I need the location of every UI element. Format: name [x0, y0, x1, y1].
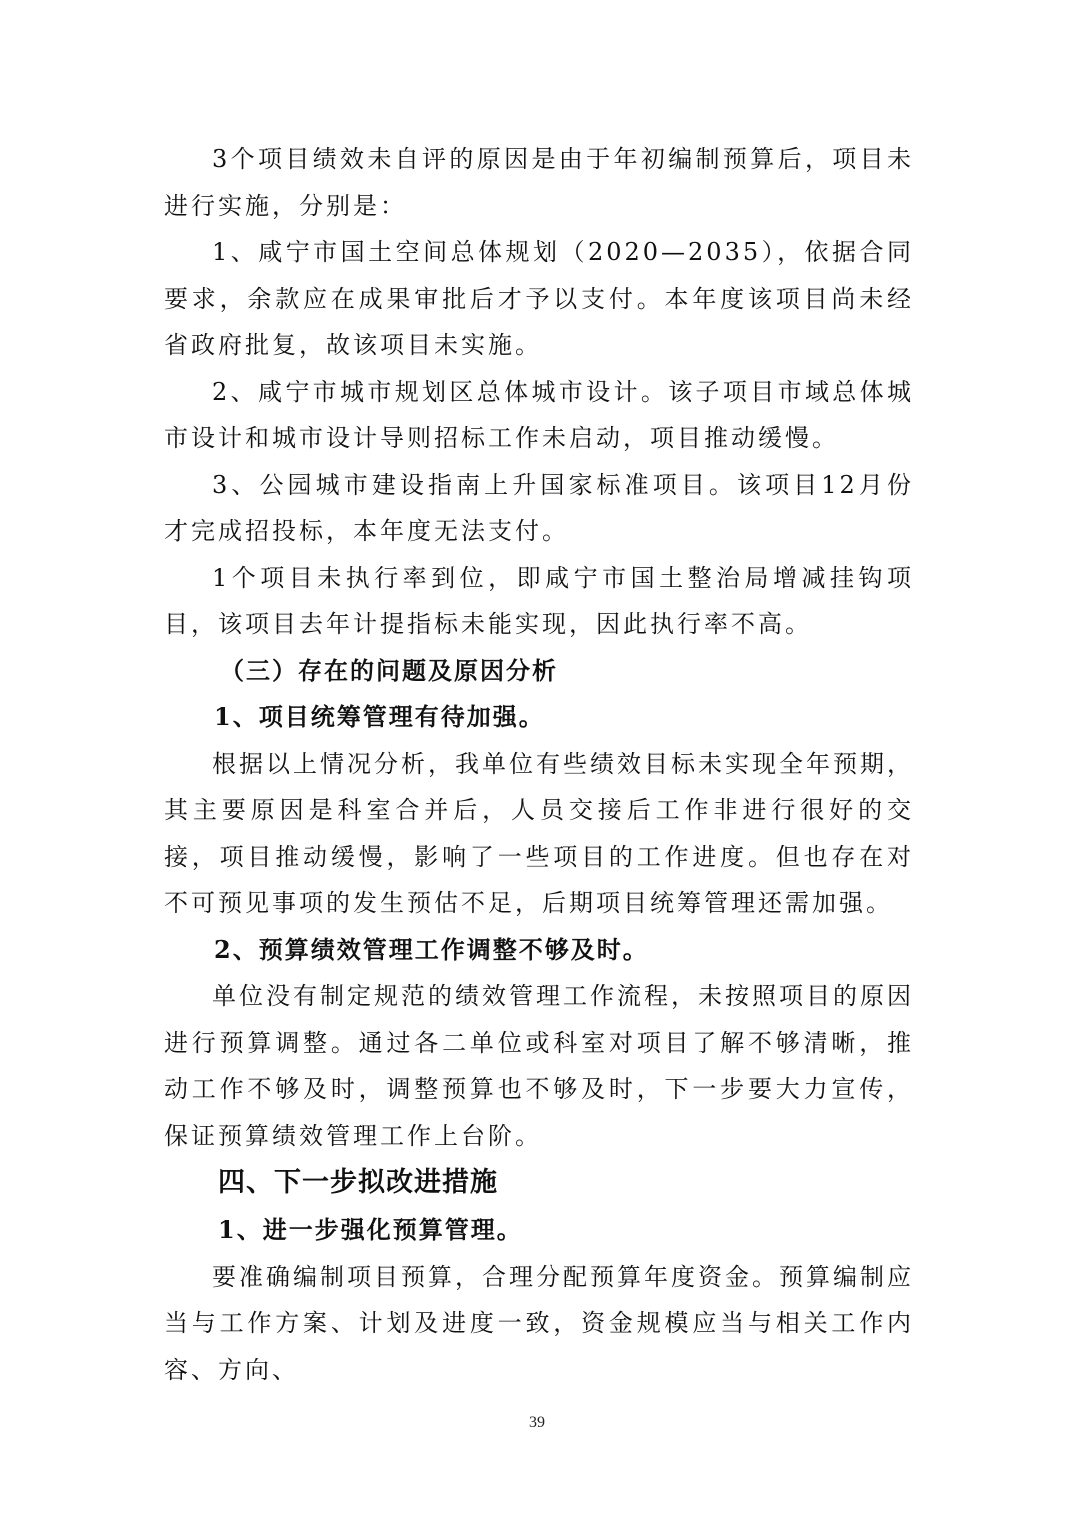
subheading-project-management: 1、项目统筹管理有待加强。 [214, 702, 545, 731]
paragraph-execution-rate: 1个项目未执行率到位，即咸宁市国土整治局增减挂钩项目，该项目去年计提指标未能实现，因此执行率不高。 [164, 563, 914, 638]
chapter-heading-improvements: 四、下一步拟改进措施 [218, 1167, 498, 1198]
section-heading-problems: （三）存在的问题及原因分析 [220, 655, 558, 685]
subheading-budget-adjustment: 2、预算绩效管理工作调整不够及时。 [214, 934, 649, 964]
paragraph-urban-design: 2、咸宁市城市规划区总体城市设计。该子项目市域总体城市设计和城市设计导则招标工作未启动，项目推动缓慢。 [164, 377, 914, 452]
paragraph-land-space-plan: 1、咸宁市国土空间总体规划（2020—2035），依据合同要求，余款应在成果审批后才予以支付。本年度该项目尚未经省政府批复，故该项目未实施。 [164, 238, 914, 359]
subheading-strengthen-budget: 1、进一步强化预算管理。 [218, 1215, 523, 1244]
paragraph-budget-analysis: 单位没有制定规范的绩效管理工作流程，未按照项目的原因进行预算调整。通过各二单位或科室对项目了解不够清晰，推动工作不够及时，调整预算也不够及时，下一步要大力宣传，保证预算绩效管理工作上台阶。 [164, 982, 914, 1150]
page-body [164, 136, 914, 1393]
paragraph-unevaluated-projects: 3个项目绩效未自评的原因是由于年初编制预算后，项目未进行实施，分别是： [164, 145, 914, 220]
paragraph-park-city-standard: 3、公园城市建设指南上升国家标准项目。该项目12月份才完成招投标，本年度无法支付。 [164, 470, 914, 545]
page-number: 39 [529, 1414, 545, 1431]
paragraph-management-analysis: 根据以上情况分析，我单位有些绩效目标未实现全年预期，其主要原因是科室合并后，人员交接后工作非进行很好的交接，项目推动缓慢，影响了一些项目的工作进度。但也存在对不可预见事项的发生预估不足，后期项目统筹管理还需加强。 [164, 749, 914, 917]
paragraph-budget-preparation: 要准确编制项目预算，合理分配预算年度资金。预算编制应当与工作方案、计划及进度一致，资金规模应当与相关工作内容、方向、 [164, 1262, 914, 1384]
